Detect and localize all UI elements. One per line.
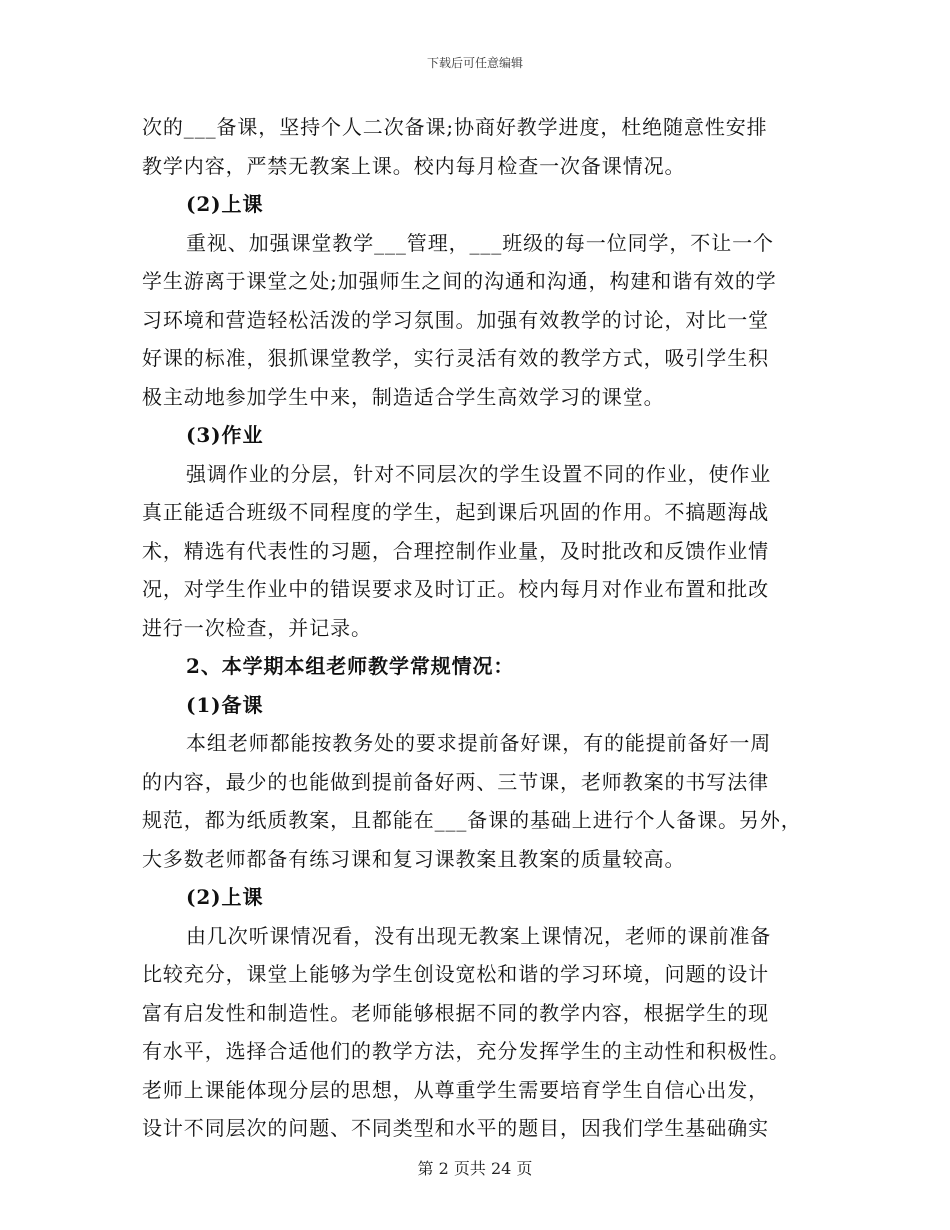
paragraph-line: 极主动地参加学生中来，制造适合学生高效学习的课堂。: [142, 384, 665, 409]
page-header: 下载后可任意编辑: [426, 56, 523, 70]
paragraph-line: 有水平，选择合适他们的教学方法，充分发挥学生的主动性和积极性。: [142, 1039, 790, 1063]
section-heading: (2)上课: [186, 885, 264, 909]
page-footer: 第 2 页共 24 页: [417, 1159, 533, 1178]
paragraph-first-line: 强调作业的分层，针对不同层次的学生设置不同的作业，使作业: [186, 461, 772, 486]
paragraph-line: 大多数老师都备有练习课和复习课教案且教案的质量较高。: [142, 846, 686, 871]
paragraph-line: 比较充分，课堂上能够为学生创设宽松和谐的学习环境，问题的设计: [142, 962, 769, 986]
paragraph-line: 术，精选有代表性的习题，合理控制作业量，及时批改和反馈作业情: [142, 538, 769, 563]
paragraph-line: 富有启发性和制造性。老师能够根据不同的教学内容，根据学生的现: [142, 1000, 769, 1025]
paragraph-line: 教学内容，严禁无教案上课。校内每月检查一次备课情况。: [142, 153, 686, 178]
paragraph-line: 况，对学生作业中的错误要求及时订正。校内每月对作业布置和批改: [142, 577, 769, 601]
paragraph-line: 习环境和营造轻松活泼的学习氛围。加强有效教学的讨论，对比一堂: [142, 307, 769, 332]
paragraph-first-line: 由几次听课情况看，没有出现无教案上课情况，老师的课前准备: [186, 923, 772, 948]
paragraph-line: 老师上课能体现分层的思想，从尊重学生需要培育学生自信心出发，: [142, 1077, 769, 1102]
paragraph-line: 的内容，最少的也能做到提前备好两、三节课，老师教案的书写法律: [142, 769, 769, 794]
section-heading: (1)备课: [186, 692, 264, 717]
section-heading: 2、本学期本组老师教学常规情况：: [186, 654, 515, 678]
section-heading: (2)上课: [186, 192, 264, 216]
paragraph-line: 好课的标准，狠抓课堂教学，实行灵活有效的教学方式，吸引学生积: [142, 346, 769, 370]
paragraph-line: 学生游离于课堂之处;加强师生之间的沟通和沟通，构建和谐有效的学: [142, 269, 777, 293]
paragraph-line: 真正能适合班级不同程度的学生，起到课后巩固的作用。不搞题海战: [142, 500, 769, 524]
document-body: [142, 108, 822, 1148]
section-heading: (3)作业: [186, 423, 264, 447]
paragraph-line: 设计不同层次的问题、不同类型和水平的题目，因我们学生基础确实: [142, 1116, 769, 1140]
paragraph-line: 次的___备课，坚持个人二次备课;协商好教学进度，杜绝随意性安排: [142, 115, 768, 139]
paragraph-line: 进行一次检查，并记录。: [142, 615, 372, 640]
paragraph-first-line: 本组老师都能按教务处的要求提前备好课，有的能提前备好一周: [186, 731, 772, 755]
paragraph-line: 规范，都为纸质教案，且都能在___备课的基础上进行个人备课。另外，: [142, 808, 802, 832]
paragraph-first-line: 重视、加强课堂教学___管理，___班级的每一位同学，不让一个: [186, 230, 774, 255]
